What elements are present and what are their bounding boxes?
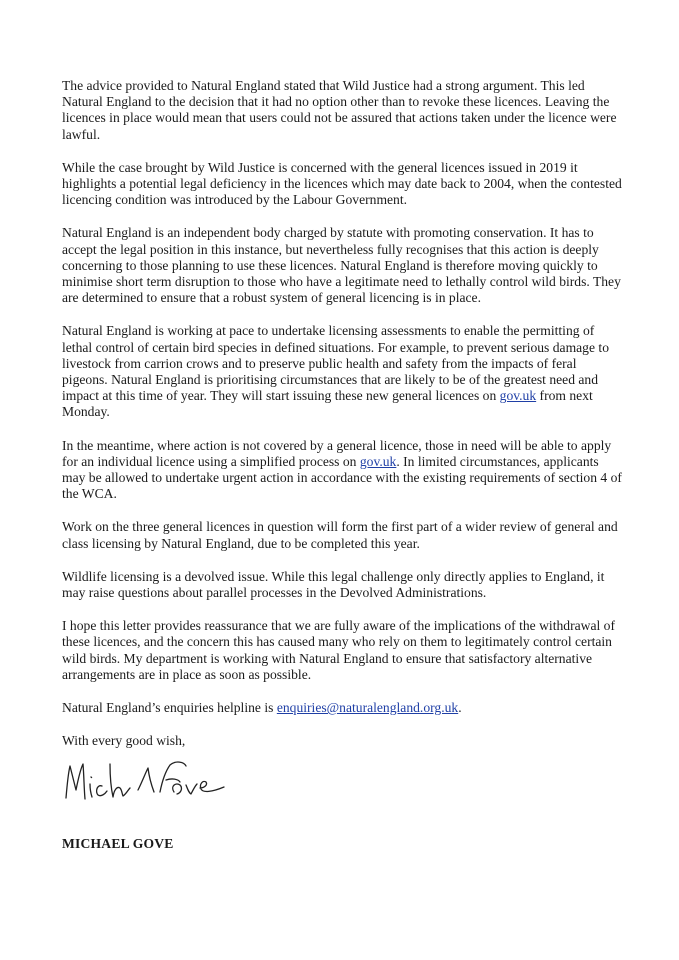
paragraph-review: Work on the three general licences in question will form the first part of a wider review of general and class licensing by Natural England, due to be completed this year.: [62, 519, 618, 551]
paragraph-text: .: [458, 700, 462, 716]
paragraph-advice: The advice provided to Natural England stated that Wild Justice had a strong argument. This led Natural England to the decision that it had no option other than to revoke these licences. Leaving the licences in place would mean that users could not be assured that actions taken under the licence were lawful.: [62, 78, 617, 142]
letter-body: [62, 78, 624, 750]
paragraph-case: While the case brought by Wild Justice is concerned with the general licences issued in 2019 it highlights a potential legal deficiency in the licences which may date back to 2004, when the contested licencing condition was introduced by the Labour Government.: [62, 159, 622, 208]
signer-name: MICHAEL GOVE: [62, 836, 174, 851]
paragraph-licensing-assessments: [62, 323, 624, 420]
paragraph-natural-england: Natural England is an independent body charged by statute with promoting conservation. It has to accept the legal position in this instance, but nevertheless fully recognises that this action is deeply concerning to those planning to use these licences. Natural England is therefore moving quickly to minimise short term disruption to those who have a legitimate need to lethally control wild birds. They are determined to ensure that a robust system of general licencing is in place.: [62, 225, 621, 306]
paragraph-devolved: Wildlife licensing is a devolved issue. While this legal challenge only directly applies to England, it may raise questions about parallel processes in the Devolved Administrations.: [62, 568, 605, 601]
paragraph-text: Natural England is working at pace to undertake licensing assessments to enable the permitting of lethal control of certain bird species in defined situations. For example, to prevent serious damage to livestock from carrion crows and to preserve public health and safety from the impacts of feral pigeons. Natural England is prioritising circumstances that are likely to be of the greatest need and impact at this time of year. They will start issuing these new general licences on: [62, 323, 609, 404]
gov-uk-link[interactable]: gov.uk: [359, 453, 397, 469]
paragraph-text: In the meantime, where action is not covered by a general licence, those in need will be able to apply for an individual licence using a simplified process on: [62, 437, 612, 469]
enquiries-email-link[interactable]: enquiries@naturalengland.org.uk: [276, 700, 459, 716]
paragraph-reassurance: I hope this letter provides reassurance that we are fully aware of the implications of the withdrawal of these licences, and the concern this has caused many who rely on them to legitimately control certain wild birds. My department is working with Natural England to ensure that satisfactory alternative arrangements are in place as soon as possible.: [62, 618, 615, 682]
paragraph-text: . In limited circumstances, applicants may be allowed to undertake urgent action in accordance with the existing requirements of section 4 of the WCA.: [62, 453, 622, 502]
handwritten-signature: [62, 752, 242, 812]
paragraph-text: Natural England’s enquiries helpline is: [62, 700, 277, 716]
gov-uk-link[interactable]: gov.uk: [499, 388, 537, 404]
paragraph-text: from next Monday.: [62, 388, 593, 420]
closing-salutation: With every good wish,: [62, 733, 186, 749]
paragraph-helpline: [62, 700, 624, 716]
paragraph-meantime: [62, 438, 624, 503]
